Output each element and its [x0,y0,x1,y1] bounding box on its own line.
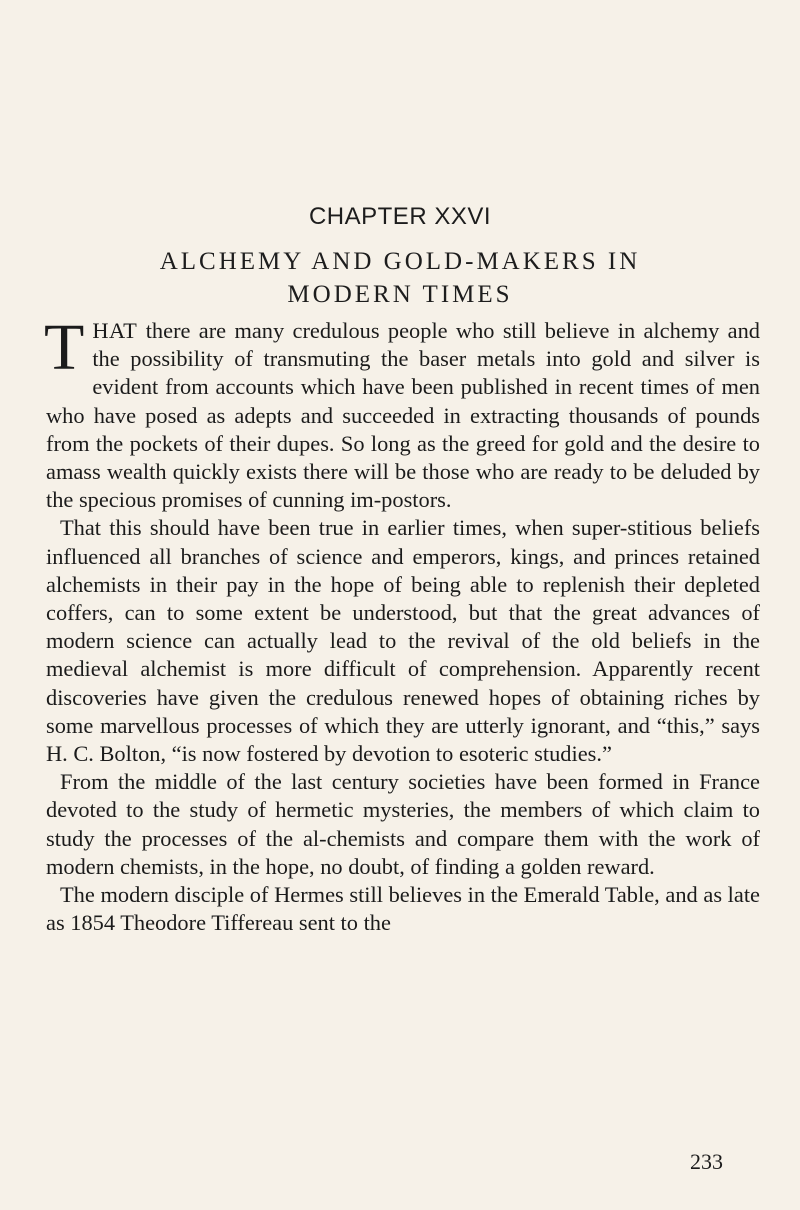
paragraph-4: The modern disciple of Hermes still believes in the Emerald Table, and as late as 1854 Theodore Tiffereau sent to the [46,882,760,936]
drop-cap: T [44,311,85,384]
page-number: 233 [690,1149,723,1174]
chapter-number: CHAPTER XXVI [308,203,492,230]
paragraph-3: From the middle of the last century societies have been formed in France devoted to the study of hermetic mysteries, the members of which claim to study the processes of the al-chemists and compare them with the work of modern chemists, in the hope, no doubt, of finding a golden reward. [46,769,760,879]
chapter-title-line-1: ALCHEMY AND GOLD-MAKERS IN [159,248,641,275]
paragraph-1 [44,311,760,514]
chapter-title-line-2: MODERN TIMES [287,281,513,308]
lead-caps: HAT [92,318,138,343]
chapter-title [0,245,800,311]
paragraph-1-text: there are many credulous people who still believe in alchemy and the possibility of transmuting the baser metals into gold and silver is evident from accounts which have been published in recent times of men who have posed as adepts and succeeded in extracting thousands of pounds from the pockets of their dupes. So long as the greed for gold and the desire to amass wealth quickly exists there will be those who are ready to be deluded by the specious promises of cunning im-postors. [46,318,760,513]
paragraph-2: That this should have been true in earlier times, when super-stitious beliefs influenced all branches of science and emperors, kings, and princes retained alchemists in their pay in the hope of being able to replenish their depleted coffers, can to some extent be understood, but that the great advances of modern science can actually lead to the revival of the old beliefs in the medieval alchemist is more difficult of comprehension. Apparently recent discoveries have given the credulous renewed hopes of obtaining riches by some marvellous processes of which they are utterly ignorant, and “this,” says H. C. Bolton, “is now fostered by devotion to esoteric studies.” [46,515,760,767]
chapter-body [44,311,760,937]
